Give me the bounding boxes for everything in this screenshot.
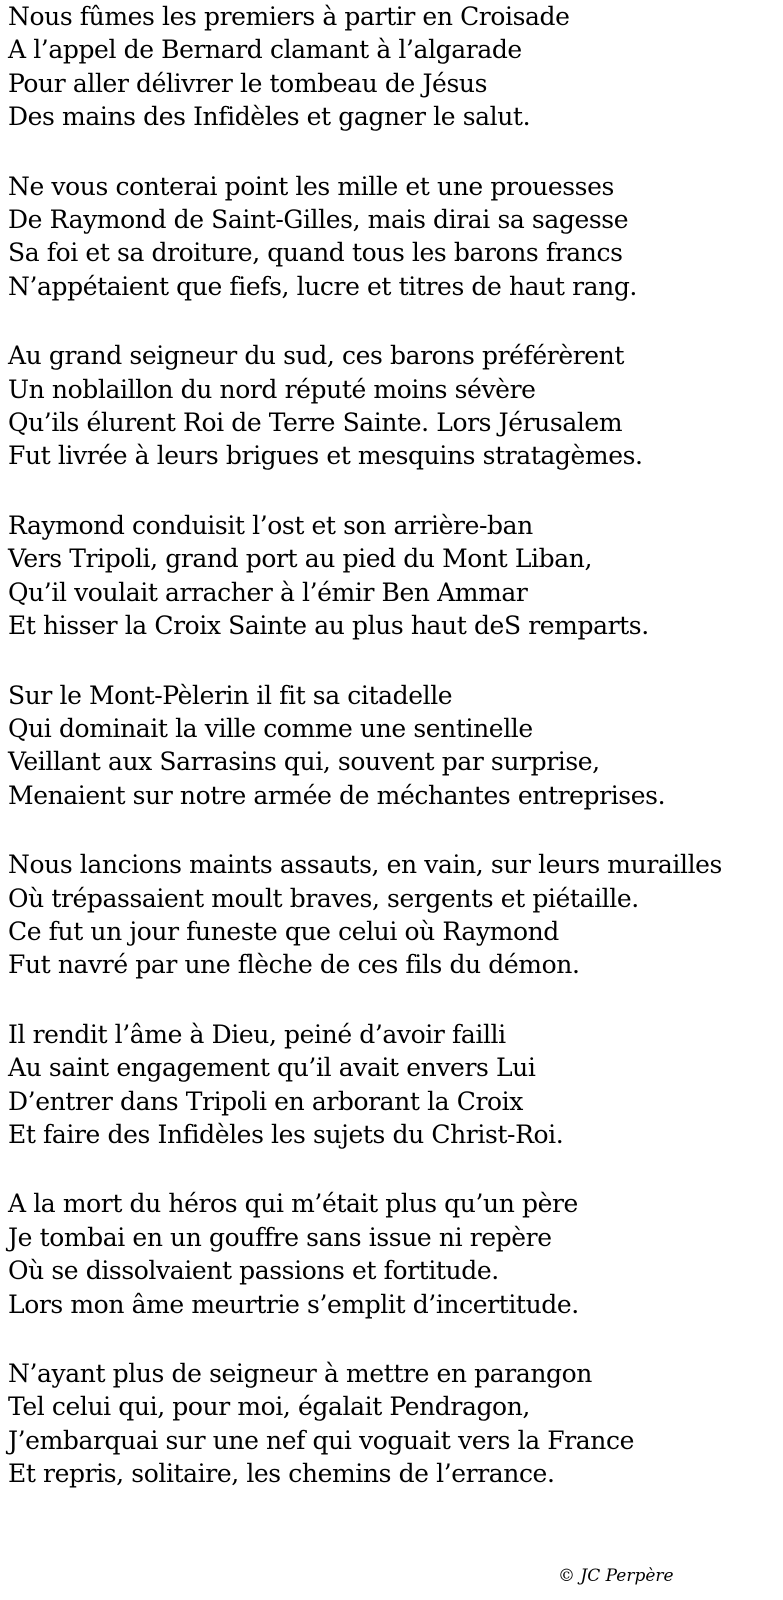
poem-line: N’appétaient que fiefs, lucre et titres de haut rang.	[8, 271, 637, 301]
poem-line: Et hisser la Croix Sainte au plus haut deS remparts.	[8, 611, 649, 641]
poem-line: Qui dominait la ville comme une sentinelle	[8, 713, 533, 743]
poem-line: Ce fut un jour funeste que celui où Raymond	[8, 916, 559, 946]
stanza	[8, 509, 778, 643]
poem-line: Pour aller délivrer le tombeau de Jésus	[8, 68, 488, 98]
poem-line: A l’appel de Bernard clamant à l’algarade	[8, 35, 522, 65]
poem	[8, 0, 778, 1527]
poem-line: Je tombai en un gouffre sans issue ni repère	[8, 1222, 552, 1252]
poem-line: Un noblaillon du nord réputé moins sévère	[8, 374, 536, 404]
poem-line: Et repris, solitaire, les chemins de l’errance.	[8, 1459, 555, 1489]
poem-line: Au saint engagement qu’il avait envers Lui	[8, 1053, 536, 1083]
poem-line: J’embarquai sur une nef qui voguait vers la France	[8, 1425, 634, 1455]
copyright-signature: © JC Perpère	[558, 1566, 674, 1586]
poem-line: De Raymond de Saint-Gilles, mais dirai sa sagesse	[8, 205, 629, 235]
poem-line: Qu’ils élurent Roi de Terre Sainte. Lors Jérusalem	[8, 408, 623, 438]
stanza	[8, 1018, 778, 1152]
poem-line: Des mains des Infidèles et gagner le salut.	[8, 102, 531, 132]
stanza	[8, 1357, 778, 1491]
poem-line: Fut navré par une flèche de ces fils du démon.	[8, 950, 580, 980]
stanza	[8, 679, 778, 813]
poem-line: Sur le Mont-Pèlerin il fit sa citadelle	[8, 680, 453, 710]
poem-line: Ne vous conterai point les mille et une prouesses	[8, 171, 614, 201]
poem-line: Et faire des Infidèles les sujets du Christ-Roi.	[8, 1119, 564, 1149]
poem-line: Nous lancions maints assauts, en vain, sur leurs murailles	[8, 850, 722, 880]
poem-line: Raymond conduisit l’ost et son arrière-ban	[8, 510, 533, 540]
poem-line: Vers Tripoli, grand port au pied du Mont Liban,	[8, 544, 592, 574]
poem-line: A la mort du héros qui m’était plus qu’un père	[8, 1189, 578, 1219]
poem-line: Fut livrée à leurs brigues et mesquins stratagèmes.	[8, 441, 643, 471]
stanza	[8, 170, 778, 304]
poem-line: Où trépassaient moult braves, sergents et piétaille.	[8, 883, 639, 913]
poem-line: Nous fûmes les premiers à partir en Croisade	[8, 2, 570, 31]
stanza	[8, 848, 778, 982]
poem-line: Au grand seigneur du sud, ces barons préférèrent	[8, 341, 625, 371]
poem-line: Où se dissolvaient passions et fortitude.	[8, 1256, 499, 1286]
poem-line: Il rendit l’âme à Dieu, peiné d’avoir failli	[8, 1019, 506, 1049]
poem-line: D’entrer dans Tripoli en arborant la Croix	[8, 1086, 523, 1116]
poem-line: Veillant aux Sarrasins qui, souvent par surprise,	[8, 747, 600, 777]
stanza	[8, 339, 778, 473]
poem-line: Qu’il voulait arracher à l’émir Ben Ammar	[8, 577, 528, 607]
poem-line: Lors mon âme meurtrie s’emplit d’incertitude.	[8, 1289, 579, 1319]
poem-line: Menaient sur notre armée de méchantes entreprises.	[8, 780, 666, 810]
poem-line: Sa foi et sa droiture, quand tous les barons francs	[8, 238, 623, 268]
stanza	[8, 1187, 778, 1321]
stanza	[8, 0, 778, 134]
poem-line: N’ayant plus de seigneur à mettre en parangon	[8, 1359, 592, 1388]
poem-line: Tel celui qui, pour moi, égalait Pendragon,	[8, 1392, 530, 1422]
